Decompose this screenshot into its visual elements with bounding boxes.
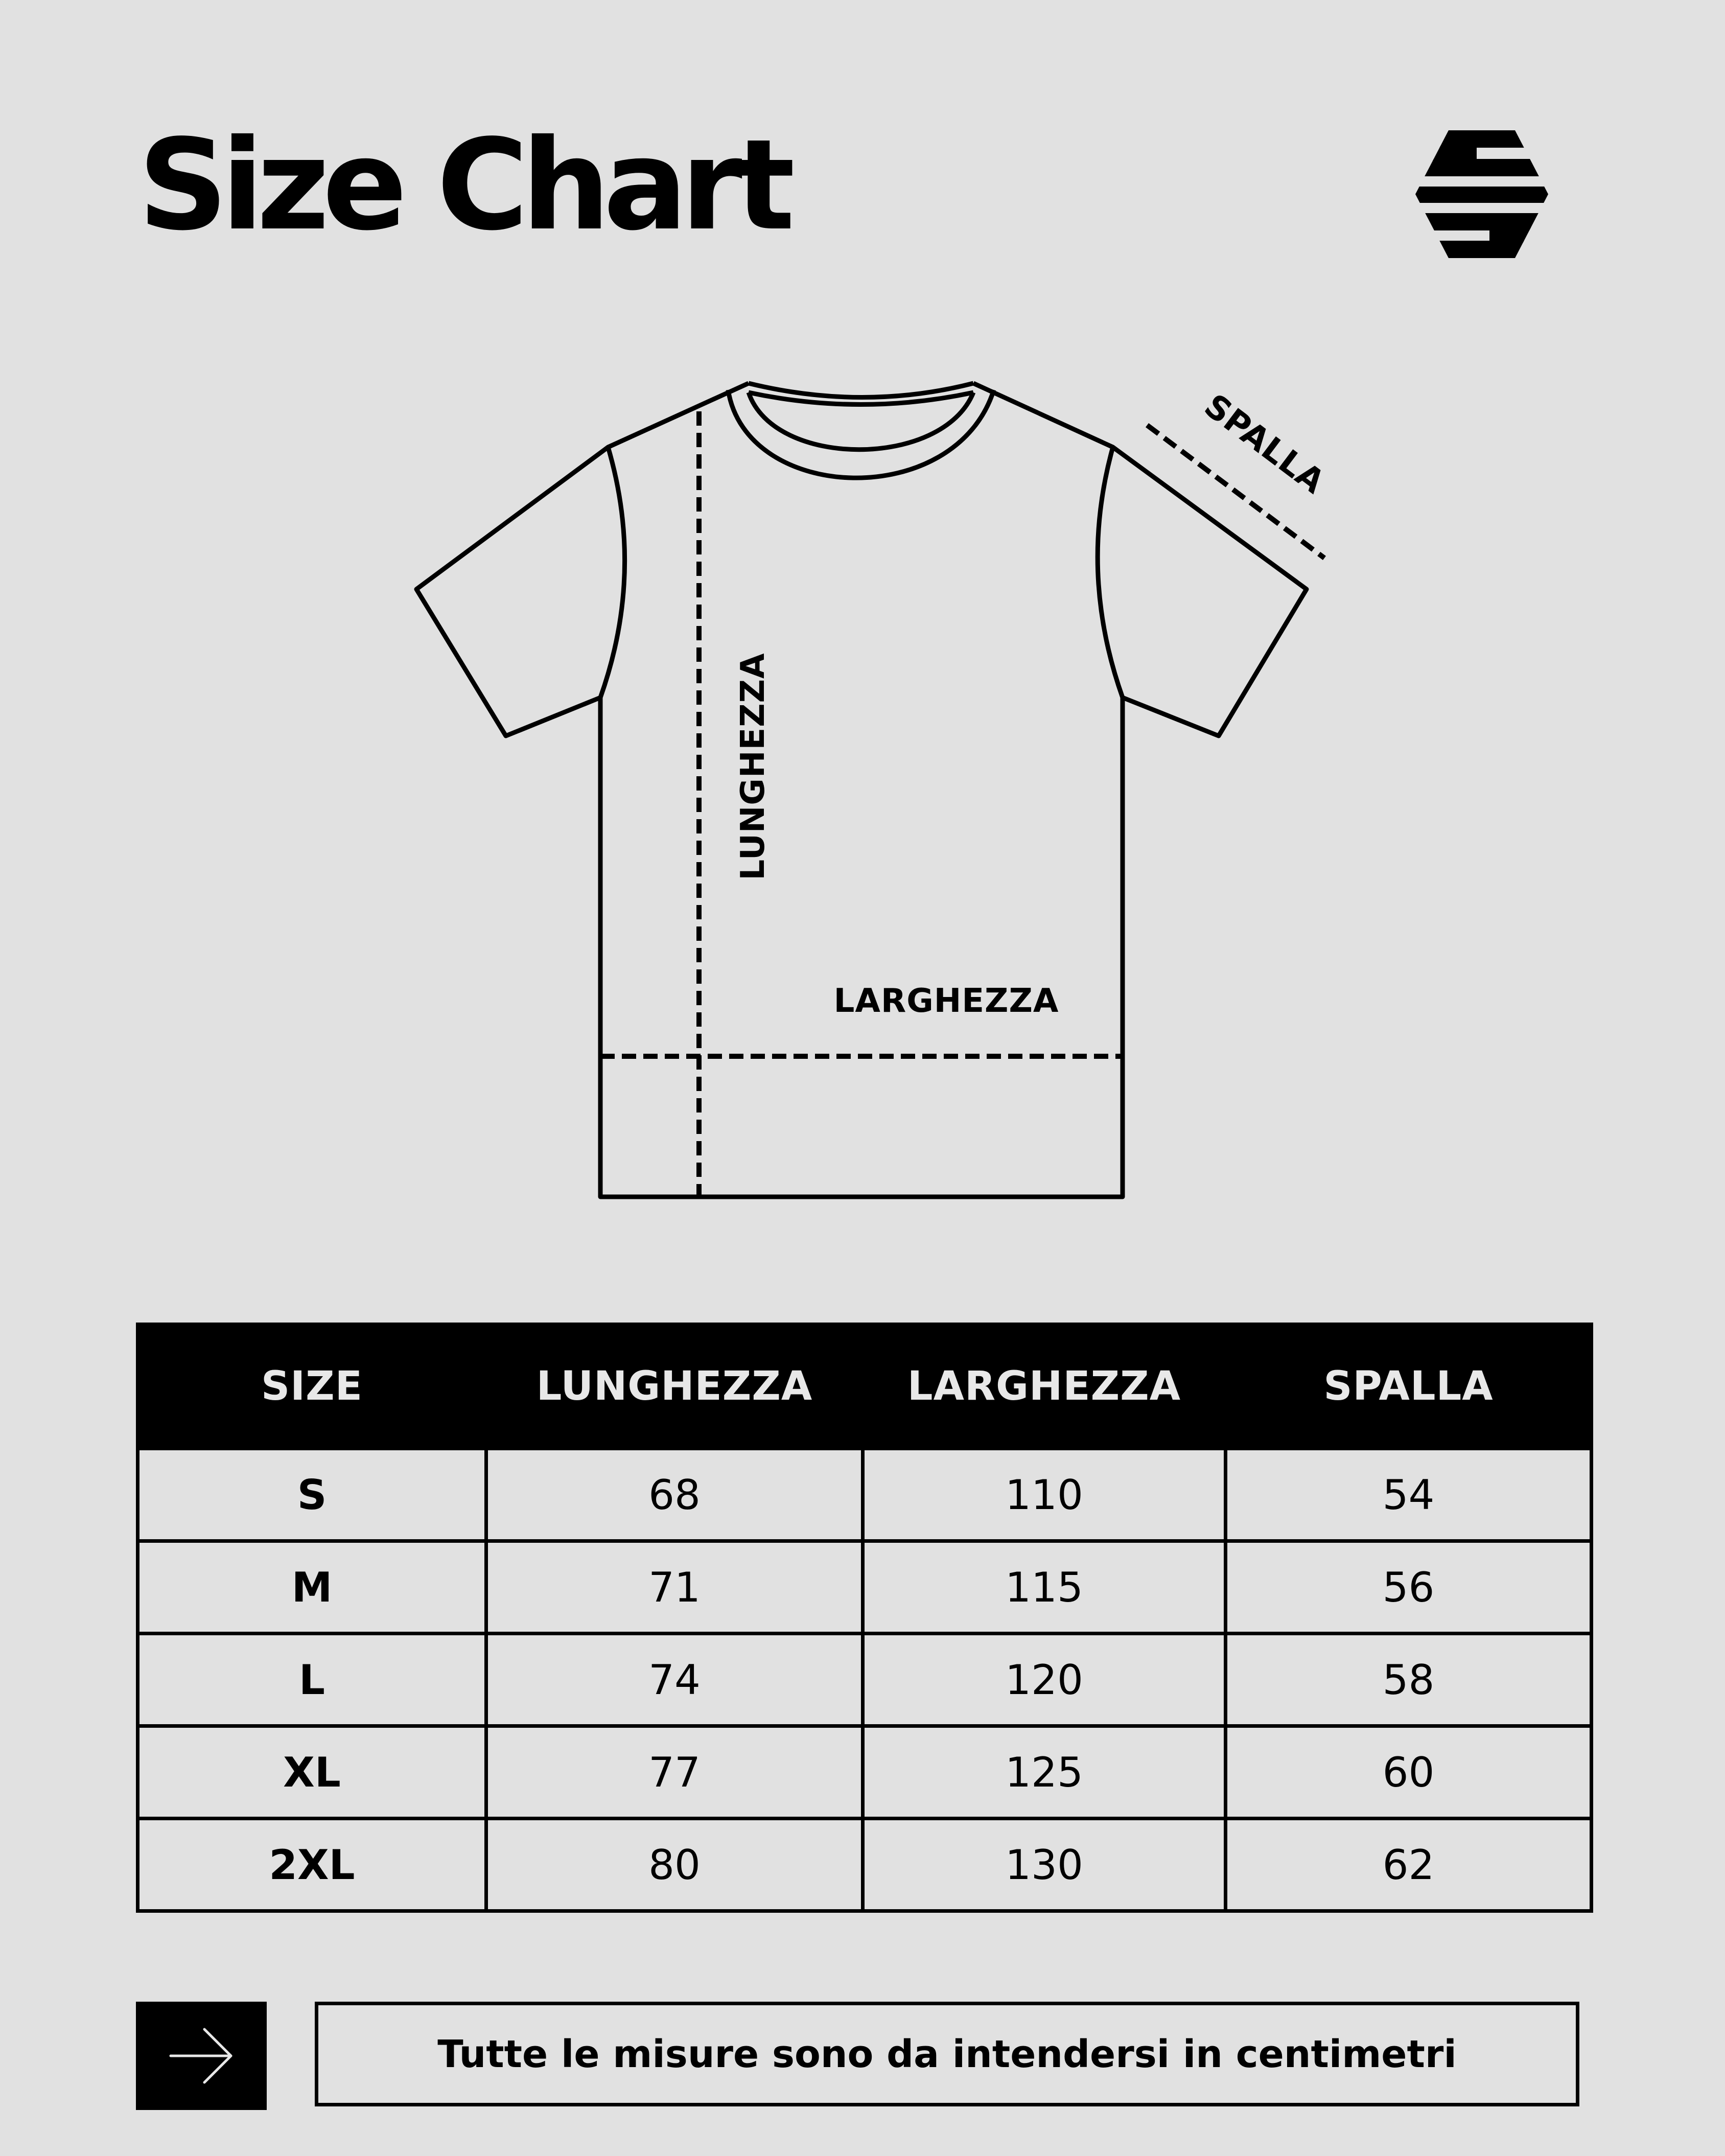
larghezza-cell: 120 [863,1634,1226,1726]
table-row [138,1819,1592,1911]
spalla-cell: 60 [1226,1726,1592,1819]
t-shirt-outline [416,383,1307,1197]
column-header-size: SIZE [138,1325,486,1449]
spalla-cell: 58 [1226,1634,1592,1726]
table-row [138,1634,1592,1726]
larghezza-cell: 125 [863,1726,1226,1819]
size-cell: 2XL [138,1819,486,1911]
larghezza-cell: 115 [863,1541,1226,1634]
size-cell: XL [138,1726,486,1819]
table-row [138,1726,1592,1819]
lunghezza-cell: 68 [486,1449,863,1541]
spalla-cell: 54 [1226,1449,1592,1541]
lunghezza-cell: 74 [486,1634,863,1726]
table-row [138,1541,1592,1634]
size-cell: M [138,1541,486,1634]
size-table [136,1323,1593,1913]
larghezza-cell: 110 [863,1449,1226,1541]
units-note: Tutte le misure sono da intendersi in centimetri [315,2002,1579,2106]
lunghezza-cell: 77 [486,1726,863,1819]
page-title: Size Chart [138,112,788,258]
spalla-cell: 62 [1226,1819,1592,1911]
table-row [138,1449,1592,1541]
column-header-spalla: SPALLA [1226,1325,1592,1449]
size-cell: L [138,1634,486,1726]
lunghezza-cell: 71 [486,1541,863,1634]
larghezza-cell: 130 [863,1819,1226,1911]
size-cell: S [138,1449,486,1541]
column-header-lunghezza: LUNGHEZZA [486,1325,863,1449]
arrow-box [136,2002,267,2110]
column-header-larghezza: LARGHEZZA [863,1325,1226,1449]
table-header-row [138,1325,1592,1449]
length-label: LUNGHEZZA [734,653,772,880]
arrow-right-icon [166,2025,237,2087]
lunghezza-cell: 80 [486,1819,863,1911]
shoulder-label: SPALLA [1197,387,1332,502]
spalla-cell: 56 [1226,1541,1592,1634]
width-label: LARGHEZZA [833,982,1059,1020]
